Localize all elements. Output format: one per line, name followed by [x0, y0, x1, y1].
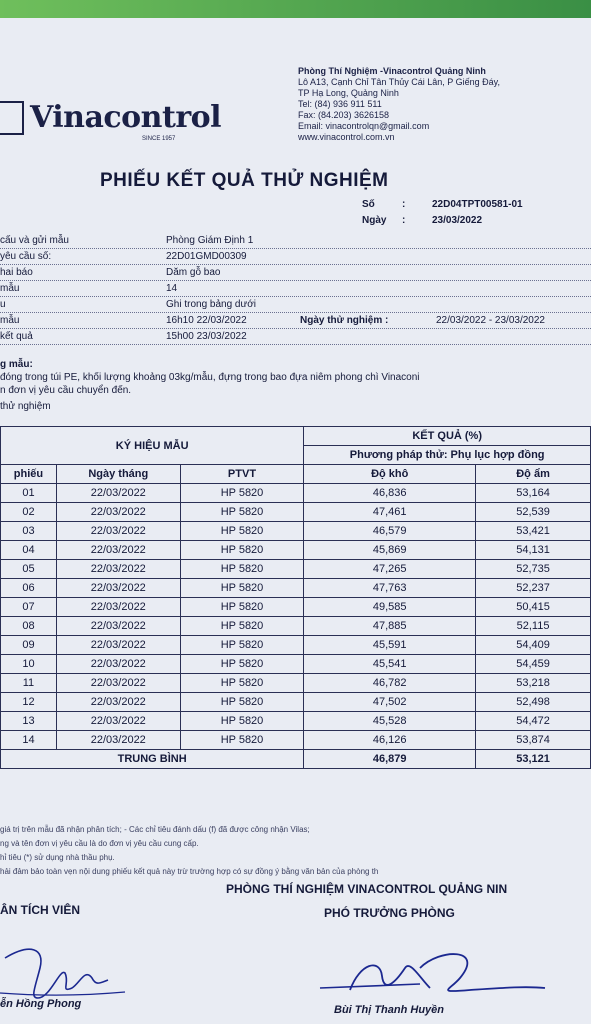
sample-number: 08	[1, 617, 57, 636]
sample-vessel: HP 5820	[180, 693, 304, 712]
lab-line: Fax: (84.203) 3626158	[298, 110, 390, 120]
sample-number: 04	[1, 541, 57, 560]
table-row	[1, 522, 591, 541]
moisture-value: 52,498	[476, 693, 591, 712]
dry-value: 49,585	[304, 598, 476, 617]
table-row	[1, 712, 591, 731]
dry-value: 47,763	[304, 579, 476, 598]
sample-vessel: HP 5820	[180, 598, 304, 617]
logo-mark-icon	[0, 101, 24, 135]
sample-date: 22/03/2022	[56, 522, 180, 541]
sample-number: 11	[1, 674, 57, 693]
sample-code-header: KÝ HIỆU MẪU	[1, 427, 304, 465]
sample-number: 01	[1, 484, 57, 503]
info-value: Ghi trong bảng dưới	[166, 299, 256, 310]
lab-line: www.vinacontrol.com.vn	[298, 132, 395, 142]
table-row	[1, 503, 591, 522]
dry-value: 45,869	[304, 541, 476, 560]
table-row	[1, 484, 591, 503]
lab-line: Tel: (84) 936 911 511	[298, 99, 382, 109]
table-row	[1, 579, 591, 598]
test-date-value: 22/03/2022 - 23/03/2022	[436, 315, 545, 326]
moisture-value: 50,415	[476, 598, 591, 617]
result-header: KẾT QUẢ (%)	[304, 427, 591, 446]
info-value: 22D01GMD00309	[166, 251, 247, 262]
signer-role-right: PHÓ TRƯỞNG PHÒNG	[324, 906, 455, 920]
logo-subtitle: SINCE 1957	[142, 136, 176, 142]
info-label: mẫu	[0, 283, 20, 294]
sample-vessel: HP 5820	[180, 636, 304, 655]
lab-line: Email: vinacontrolqn@gmail.com	[298, 121, 430, 131]
sample-vessel: HP 5820	[180, 731, 304, 750]
sample-vessel: HP 5820	[180, 522, 304, 541]
moisture-value: 52,539	[476, 503, 591, 522]
ngay-colon: :	[402, 214, 406, 226]
note-line: hỉ tiêu (*) sử dụng nhà thầu phụ.	[0, 853, 115, 862]
desc-line: g mẫu:	[0, 359, 33, 370]
sample-vessel: HP 5820	[180, 541, 304, 560]
signer-name-left: ễn Hồng Phong	[0, 998, 82, 1010]
sample-date: 22/03/2022	[56, 541, 180, 560]
moisture-value: 53,164	[476, 484, 591, 503]
average-moisture: 53,121	[476, 750, 591, 769]
dry-value: 45,528	[304, 712, 476, 731]
dry-value: 47,885	[304, 617, 476, 636]
table-row	[1, 598, 591, 617]
results-table	[0, 426, 591, 769]
info-label: kết quả	[0, 331, 33, 342]
dry-value: 47,265	[304, 560, 476, 579]
sample-date: 22/03/2022	[56, 731, 180, 750]
sample-number: 05	[1, 560, 57, 579]
sample-number: 12	[1, 693, 57, 712]
info-label: yêu cầu số:	[0, 251, 52, 262]
sample-date: 22/03/2022	[56, 636, 180, 655]
method-header: Phương pháp thử: Phụ lục hợp đồng	[304, 446, 591, 465]
dry-value: 46,782	[304, 674, 476, 693]
sample-number: 07	[1, 598, 57, 617]
info-value: 16h10 22/03/2022	[166, 315, 247, 326]
sample-vessel: HP 5820	[180, 712, 304, 731]
sample-date: 22/03/2022	[56, 655, 180, 674]
sample-vessel: HP 5820	[180, 617, 304, 636]
sample-number: 14	[1, 731, 57, 750]
sample-date: 22/03/2022	[56, 693, 180, 712]
sample-date: 22/03/2022	[56, 560, 180, 579]
table-row	[1, 674, 591, 693]
notes-block	[0, 823, 591, 879]
dry-value: 45,591	[304, 636, 476, 655]
moisture-value: 54,409	[476, 636, 591, 655]
signer-role-left: ÂN TÍCH VIÊN	[0, 903, 81, 917]
desc-line: thử nghiệm	[0, 401, 51, 412]
test-result-document	[0, 18, 591, 1024]
average-label: TRUNG BÌNH	[1, 750, 304, 769]
so-label: Số	[362, 198, 375, 210]
sample-description	[0, 358, 591, 413]
so-value: 22D04TPT00581-01	[432, 198, 523, 210]
moisture-value: 53,874	[476, 731, 591, 750]
sample-info	[0, 233, 591, 345]
document-title: PHIẾU KẾT QUẢ THỬ NGHIỆM	[100, 170, 389, 191]
table-row	[1, 731, 591, 750]
sample-vessel: HP 5820	[180, 560, 304, 579]
sample-vessel: HP 5820	[180, 674, 304, 693]
vinacontrol-logo	[0, 100, 222, 142]
sample-date: 22/03/2022	[56, 674, 180, 693]
moisture-value: 53,218	[476, 674, 591, 693]
dry-value: 46,836	[304, 484, 476, 503]
dry-value: 46,126	[304, 731, 476, 750]
sample-date: 22/03/2022	[56, 712, 180, 731]
sample-vessel: HP 5820	[180, 484, 304, 503]
average-dry: 46,879	[304, 750, 476, 769]
logo-text: Vinacontrol	[30, 100, 222, 135]
sample-vessel: HP 5820	[180, 655, 304, 674]
so-colon: :	[402, 198, 406, 210]
info-label: hai báo	[0, 267, 33, 278]
moisture-value: 52,237	[476, 579, 591, 598]
info-label: mẫu	[0, 315, 20, 326]
note-line: giá trị trên mẫu đã nhận phân tích; - Các chỉ tiêu đánh dấu (f) đã được công nhận Vilas;	[0, 825, 310, 834]
moisture-value: 53,421	[476, 522, 591, 541]
desc-line: n đơn vị yêu cầu chuyển đến.	[0, 385, 132, 396]
sample-date: 22/03/2022	[56, 484, 180, 503]
dry-value: 47,461	[304, 503, 476, 522]
col-header-dry: Độ khô	[304, 465, 476, 484]
table-row	[1, 693, 591, 712]
col-header-phieu: phiếu	[1, 465, 57, 484]
sample-number: 02	[1, 503, 57, 522]
sample-vessel: HP 5820	[180, 503, 304, 522]
lab-address-block	[298, 66, 588, 143]
sample-date: 22/03/2022	[56, 617, 180, 636]
sample-number: 03	[1, 522, 57, 541]
info-value: 15h00 23/03/2022	[166, 331, 247, 342]
table-row	[1, 560, 591, 579]
right-signature	[310, 948, 550, 1008]
ngay-value: 23/03/2022	[432, 214, 483, 226]
sample-number: 13	[1, 712, 57, 731]
table-row	[1, 655, 591, 674]
info-value: Dăm gỗ bao	[166, 267, 221, 278]
sample-vessel: HP 5820	[180, 579, 304, 598]
ngay-label: Ngày	[362, 214, 387, 226]
sample-number: 09	[1, 636, 57, 655]
table-row	[1, 636, 591, 655]
moisture-value: 54,472	[476, 712, 591, 731]
screen-top-edge	[0, 0, 591, 18]
moisture-value: 52,735	[476, 560, 591, 579]
table-row	[1, 617, 591, 636]
moisture-value: 52,115	[476, 617, 591, 636]
col-header-date: Ngày tháng	[56, 465, 180, 484]
info-value: 14	[166, 283, 178, 294]
signer-name-right: Bùi Thị Thanh Huyền	[334, 1004, 444, 1016]
note-line: hải đảm bảo toàn vẹn nội dung phiếu kết quả này trừ trường hợp có sự đồng ý bằng văn bản của phòng th	[0, 867, 379, 876]
lab-line: TP Hạ Long, Quảng Ninh	[298, 88, 399, 98]
col-header-ptvt: PTVT	[180, 465, 304, 484]
dry-value: 47,502	[304, 693, 476, 712]
sample-number: 06	[1, 579, 57, 598]
sample-date: 22/03/2022	[56, 598, 180, 617]
sample-date: 22/03/2022	[56, 579, 180, 598]
sample-date: 22/03/2022	[56, 503, 180, 522]
moisture-value: 54,131	[476, 541, 591, 560]
dry-value: 46,579	[304, 522, 476, 541]
average-row	[1, 750, 591, 769]
table-row	[1, 541, 591, 560]
moisture-value: 54,459	[476, 655, 591, 674]
info-value: Phòng Giám Định 1	[166, 235, 254, 246]
dry-value: 45,541	[304, 655, 476, 674]
col-header-moisture: Độ ẩm	[476, 465, 591, 484]
test-date-label: Ngày thử nghiệm :	[300, 315, 389, 326]
document-number-block	[362, 196, 582, 228]
sample-number: 10	[1, 655, 57, 674]
note-line: ng và tên đơn vị yêu cầu là do đơn vị yêu cầu cung cấp.	[0, 839, 199, 848]
lab-line: Lô A13, Cạnh Chỉ Tân Thủy Cái Lân, P Giếng Đáy,	[298, 77, 500, 87]
lab-line: Phòng Thí Nghiệm -Vinacontrol Quảng Ninh	[298, 66, 486, 76]
info-label: cấu và gửi mẫu	[0, 235, 69, 246]
desc-line: đóng trong túi PE, khối lượng khoảng 03kg/mẫu, đựng trong bao đựa niêm phong chì Vinaconi	[0, 372, 420, 383]
signing-organization: PHÒNG THÍ NGHIỆM VINACONTROL QUẢNG NIN	[226, 882, 508, 896]
info-label: u	[0, 299, 6, 310]
